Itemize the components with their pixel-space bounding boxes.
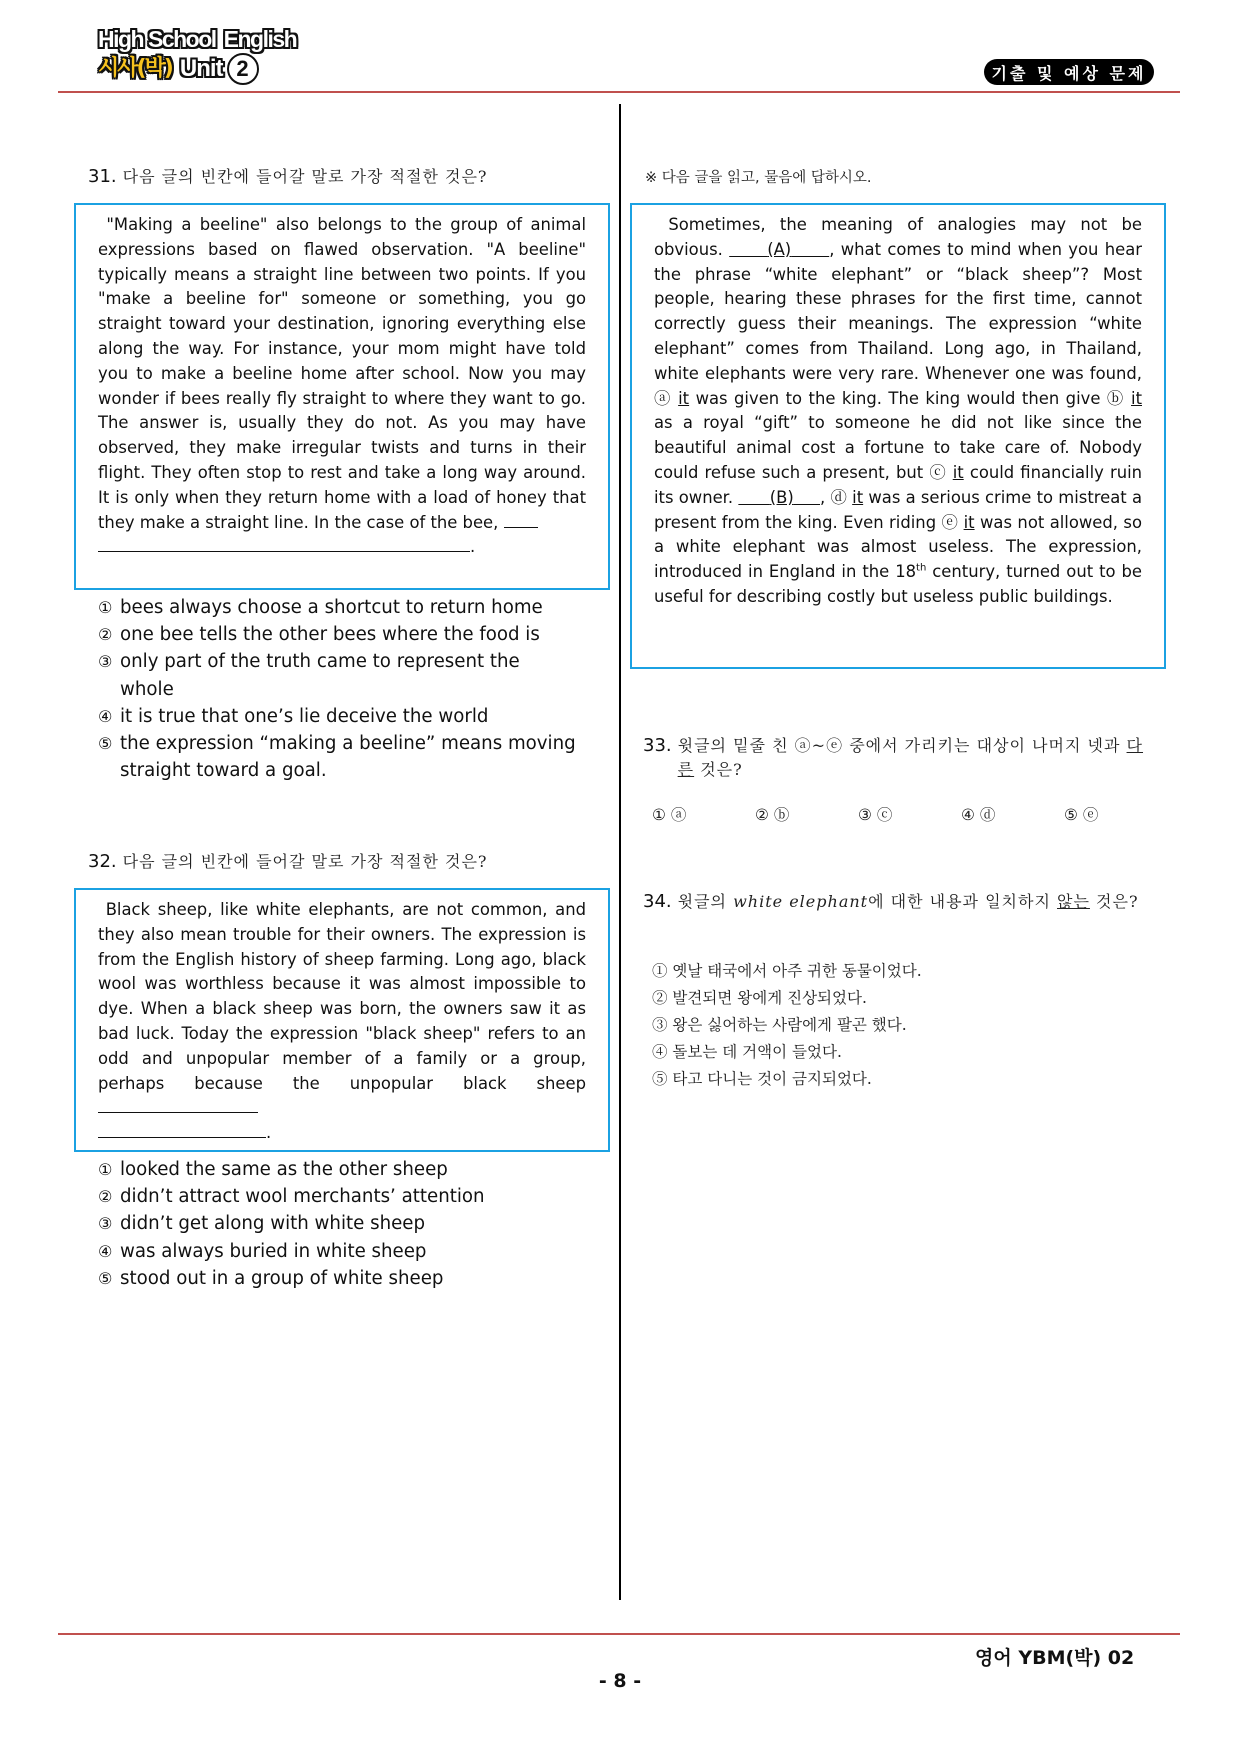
- emphasis-text: 않는: [1057, 892, 1090, 911]
- question-32-title: [88, 849, 488, 872]
- logo-unit-label: Unit: [179, 55, 223, 82]
- question-32-passage: Black sheep, like white elephants, are not common, and they also mean trouble for their owners. The expression is from the English history of sheep farming. Long ago, black wool was worthless because it was almost impossible to dye. When a black sheep was born, the owners saw it as bad luck. Today the expression "black sheep" refers to an odd and unpopular member of a family or a group, perhaps because the unpopular black sheep .: [74, 888, 610, 1152]
- option-4[interactable]: ④ ⓓ: [961, 806, 996, 824]
- option-text: bees always choose a shortcut to return home: [120, 597, 543, 618]
- marker-a: ⓐ: [654, 388, 672, 408]
- question-31-title: [88, 164, 488, 187]
- passage-text: was a serious crime to mistreat a present from the king. Even riding: [654, 487, 1142, 532]
- option-4[interactable]: [98, 1238, 598, 1265]
- option-5[interactable]: [98, 1265, 598, 1292]
- question-34-title: [643, 890, 1143, 914]
- prompt-text: 윗글의: [677, 892, 728, 911]
- unit-logo: [98, 28, 304, 85]
- option-3[interactable]: [98, 1210, 598, 1237]
- underlined-it: it: [963, 512, 975, 532]
- underlined-it: it: [1131, 388, 1142, 408]
- passage-text: , what comes to mind when you hear the phrase “white elephant” or “black sheep”? Most people, hearing these phrases for the first time, cannot correctly guess their meanings. The expression “white elephant” comes from Thailand. Long ago, in Thailand, white elephants were very rare. Whenever one was found,: [654, 239, 1143, 383]
- option-mark: ③: [98, 652, 113, 672]
- question-33-title: [643, 734, 1143, 782]
- footer-rule: [58, 1633, 1180, 1635]
- passage-text: Black sheep, like white elephants, are not common, and they also mean trouble for their owners. The expression is from the English history of sheep farming. Long ago, black wool was worthless because it was almost impossible to dye. When a black sheep was born, the owners saw it as bad luck. Today the expression "black sheep" refers to an odd and unpopular member of a family or a group, perhaps because the unpopular black sheep: [98, 900, 586, 1093]
- question-33-options: [652, 803, 1167, 825]
- option-text: didn’t get along with white sheep: [120, 1213, 426, 1235]
- option-5[interactable]: [98, 730, 598, 784]
- option-2[interactable]: [98, 1183, 598, 1210]
- emphasis-text: 다른: [677, 736, 1144, 779]
- logo-unit-number: 2: [227, 53, 259, 85]
- option-3[interactable]: ③ 왕은 싫어하는 사람에게 팔곤 했다.: [652, 1016, 907, 1034]
- answer-blank: [504, 511, 538, 528]
- option-mark: ②: [98, 625, 113, 645]
- option-mark: ④: [98, 706, 113, 726]
- option-text: stood out in a group of white sheep: [120, 1267, 444, 1289]
- footer-label: 영어 YBM(박) 02: [975, 1647, 1135, 1669]
- logo-high-school: High School: [98, 26, 216, 52]
- answer-blank: [98, 535, 470, 552]
- option-text: was always buried in white sheep: [120, 1240, 427, 1262]
- option-mark: ②: [98, 1187, 113, 1207]
- answer-blank: [98, 1121, 266, 1138]
- option-mark: ①: [98, 1160, 113, 1179]
- question-prompt: 다음 글의 빈칸에 들어갈 말로 가장 적절한 것은?: [122, 852, 488, 871]
- underlined-it: it: [952, 462, 964, 482]
- column-divider: [619, 104, 621, 1600]
- option-1[interactable]: ① 옛날 태국에서 아주 귀한 동물이었다.: [652, 962, 922, 980]
- option-4[interactable]: [98, 703, 598, 730]
- option-mark: ⑤: [98, 734, 113, 754]
- passage-text: could financially ruin its owner.: [654, 462, 1143, 507]
- question-31-options: [98, 594, 598, 784]
- blank-a: [729, 240, 829, 259]
- option-text: the expression “making a beeline” means moving straight toward a goal.: [120, 733, 576, 782]
- prompt-text: 것은?: [700, 760, 743, 779]
- blank-label: (A): [767, 239, 792, 259]
- passage-text: century, turned out to be useful for describing costly but useless public buildings.: [654, 562, 1142, 606]
- option-text: one bee tells the other bees where the food is: [120, 624, 540, 646]
- question-prompt: [678, 734, 1143, 782]
- question-number: 32.: [88, 851, 117, 872]
- blank-label: (B): [769, 487, 794, 507]
- option-text: didn’t attract wool merchants’ attention: [120, 1186, 485, 1208]
- reading-instruction: ※ 다음 글을 읽고, 물음에 답하시오.: [645, 170, 872, 186]
- section-badge: 기출 및 예상 문제: [984, 59, 1154, 85]
- answer-blank: [98, 1096, 258, 1113]
- logo-publisher: 시사(박): [98, 56, 172, 81]
- option-2[interactable]: ② ⓑ: [755, 806, 790, 824]
- option-4[interactable]: ④ 돌보는 데 거액이 들었다.: [652, 1043, 842, 1061]
- question-32-options: [98, 1156, 598, 1292]
- underlined-it: it: [678, 388, 690, 408]
- passage-text: ,: [820, 487, 826, 507]
- option-1[interactable]: ① ⓐ: [652, 806, 687, 824]
- blank-b: [738, 488, 820, 507]
- passage-text: was not allowed, so a white elephant was almost useless. The expression, introduced in England in the 18: [654, 512, 1142, 582]
- prompt-text: 윗글의 밑줄 친 ⓐ~ⓔ 중에서 가리키는 대상이 나머지 넷과: [677, 736, 1121, 755]
- question-31-passage: "Making a beeline" also belongs to the group of animal expressions based on flawed observation. "A beeline" typically means a straight line between two points. If you "make a beeline for" someone or something, you go straight toward your destination, ignoring everything else along the way. For instance, your mom might have told you to make a beeline home after school. Now you may wonder if bees really fly straight to where they want to go. The answer is, usually they do not. As you may have observed, they make irregular twists and turns in their flight. They often stop to rest and take a long way around. It is only when they return home with a load of honey that they make a straight line. In the case of the bee, .: [74, 203, 610, 590]
- white-elephant-passage: [630, 203, 1166, 669]
- option-2[interactable]: ② 발견되면 왕에게 진상되었다.: [652, 989, 867, 1007]
- header-rule: [58, 91, 1180, 93]
- marker-e: ⓔ: [941, 512, 959, 532]
- prompt-english: white elephant: [733, 892, 869, 911]
- marker-d: ⓓ: [830, 487, 847, 507]
- option-text: only part of the truth came to represent the whole: [120, 651, 520, 700]
- passage-text: Sometimes, the meaning of analogies may not be obvious.: [654, 215, 1142, 259]
- question-34-options: [652, 958, 922, 1093]
- option-mark: ③: [98, 1214, 113, 1234]
- option-text: looked the same as the other sheep: [120, 1159, 448, 1180]
- prompt-text: 것은?: [1096, 892, 1139, 911]
- option-3[interactable]: [98, 648, 538, 702]
- option-mark: ④: [98, 1241, 113, 1261]
- marker-c: ⓒ: [929, 462, 947, 482]
- question-prompt: [678, 890, 1139, 914]
- question-prompt: 다음 글의 빈칸에 들어갈 말로 가장 적절한 것은?: [122, 167, 488, 186]
- option-mark: ⑤: [98, 1268, 113, 1288]
- question-number: 31.: [88, 166, 117, 187]
- option-2[interactable]: [98, 621, 598, 648]
- passage-text: as a royal “gift” to someone he did not like since the beautiful animal cost a fortune to take care of. Nobody could refuse such a present, but: [654, 413, 1142, 482]
- option-mark: ①: [98, 598, 113, 617]
- prompt-text: 에 대한 내용과 일치하지: [868, 892, 1051, 911]
- option-1[interactable]: [98, 594, 598, 621]
- page-number: - 8 -: [598, 1670, 642, 1692]
- question-number: 34.: [643, 891, 672, 912]
- underlined-it: it: [852, 487, 864, 507]
- logo-english: English: [223, 26, 297, 52]
- option-3[interactable]: ③ ⓒ: [858, 806, 893, 824]
- option-1[interactable]: [98, 1156, 598, 1183]
- option-5[interactable]: ⑤ ⓔ: [1064, 806, 1099, 824]
- logo-title: [98, 28, 304, 51]
- question-number: 33.: [643, 735, 672, 756]
- option-text: it is true that one’s lie deceive the world: [120, 705, 489, 727]
- passage-text: was given to the king. The king would then give: [695, 388, 1101, 408]
- passage-text: "Making a beeline" also belongs to the group of animal expressions based on flawed observation. "A beeline" typically means a straight line between two points. If you "make a beeline for" someone or something, you go straight toward your destination, ignoring everything else along the way. For instance, your mom might have told you to make a beeline home after school. Now you may wonder if bees really fly straight to where they want to go. The answer is, usually they do not. As you may have observed, they make irregular twists and turns in their flight. They often stop to rest and take a long way around. It is only when they return home with a load of honey that they make a straight line. In the case of the bee,: [98, 215, 586, 532]
- superscript: th: [916, 562, 927, 574]
- option-5[interactable]: ⑤ 타고 다니는 것이 금지되었다.: [652, 1070, 872, 1088]
- marker-b: ⓑ: [1106, 388, 1125, 408]
